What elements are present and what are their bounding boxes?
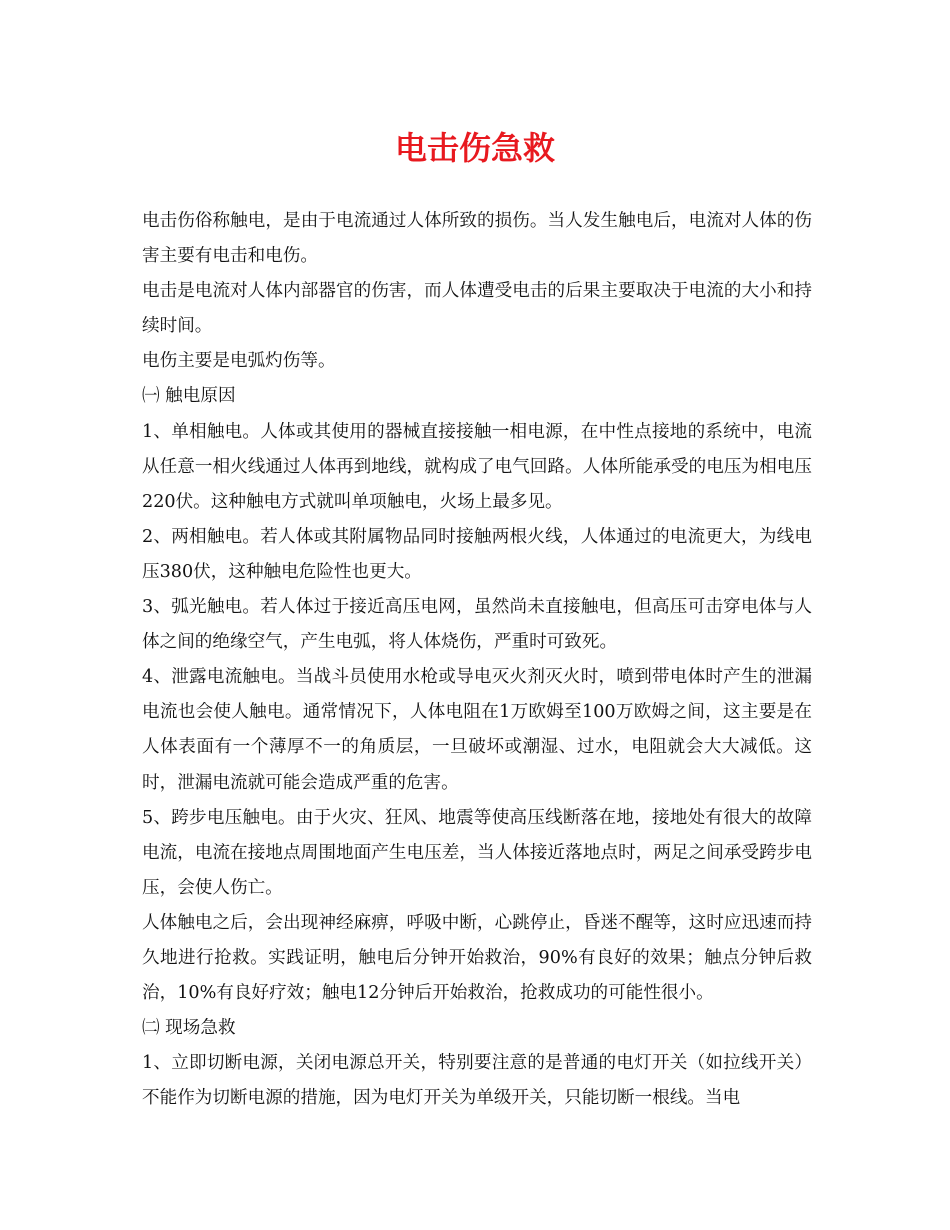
list-item-arc: 3、弧光触电。若人体过于接近高压电网，虽然尚未直接触电，但高压可击穿电体与人体之间的绝缘空气，产生电弧，将人体烧伤，严重时可致死。 — [142, 597, 812, 653]
paragraph-after-shock: 人体触电之后，会出现神经麻痹，呼吸中断，心跳停止，昏迷不醒等，这时应迅速而持久地进行抢救。实践证明，触电后分钟开始救治，90%有良好的效果；触点分钟后救治，10%有良好疗效；触电12分钟后开始救治，抢救成功的可能性很小。 — [142, 912, 812, 1004]
section-heading-first-aid: ㈡ 现场急救 — [142, 1018, 236, 1039]
list-item-leakage: 4、泄露电流触电。当战斗员使用水枪或导电灭火剂灭火时，喷到带电体时产生的泄漏电流也会使人触电。通常情况下，人体电阻在1万欧姆至100万欧姆之间，这主要是在人体表面有一个薄厚不一的角质层，一旦破坏或潮湿、过水，电阻就会大大减低。这时，泄漏电流就可能会造成严重的危害。 — [142, 667, 812, 793]
list-item-two-phase: 2、两相触电。若人体或其附属物品同时接触两根火线，人体通过的电流更大，为线电压380伏，这种触电危险性也更大。 — [142, 526, 812, 582]
section-heading-causes: ㈠ 触电原因 — [142, 386, 236, 407]
list-item-step-voltage: 5、跨步电压触电。由于火灾、狂风、地震等使高压线断落在地，接地处有很大的故障电流，电流在接地点周围地面产生电压差，当人体接近落地点时，两足之间承受跨步电压，会使人伤亡。 — [142, 807, 812, 898]
document-body — [142, 204, 812, 1116]
list-item-cut-power: 1、立即切断电源，关闭电源总开关，特别要注意的是普通的电灯开关（如拉线开关）不能作为切断电源的措施，因为电灯开关为单级开关，只能切断一根线。当电 — [142, 1053, 812, 1109]
list-item-single-phase: 1、单相触电。人体或其使用的器械直接接触一相电源，在中性点接地的系统中，电流从任意一相火线通过人体再到地线，就构成了电气回路。人体所能承受的电压为相电压220伏。这种触电方式就叫单项触电，火场上最多见。 — [142, 421, 812, 512]
paragraph-intro: 电击伤俗称触电，是由于电流通过人体所致的损伤。当人发生触电后，电流对人体的伤害主要有电击和电伤。 — [142, 211, 812, 267]
page-title: 电击伤急救 — [394, 129, 555, 167]
paragraph-electric-shock: 电击是电流对人体内部器官的伤害，而人体遭受电击的后果主要取决于电流的大小和持续时间。 — [142, 281, 812, 337]
paragraph-electric-injury: 电伤主要是电弧灼伤等。 — [142, 351, 336, 372]
